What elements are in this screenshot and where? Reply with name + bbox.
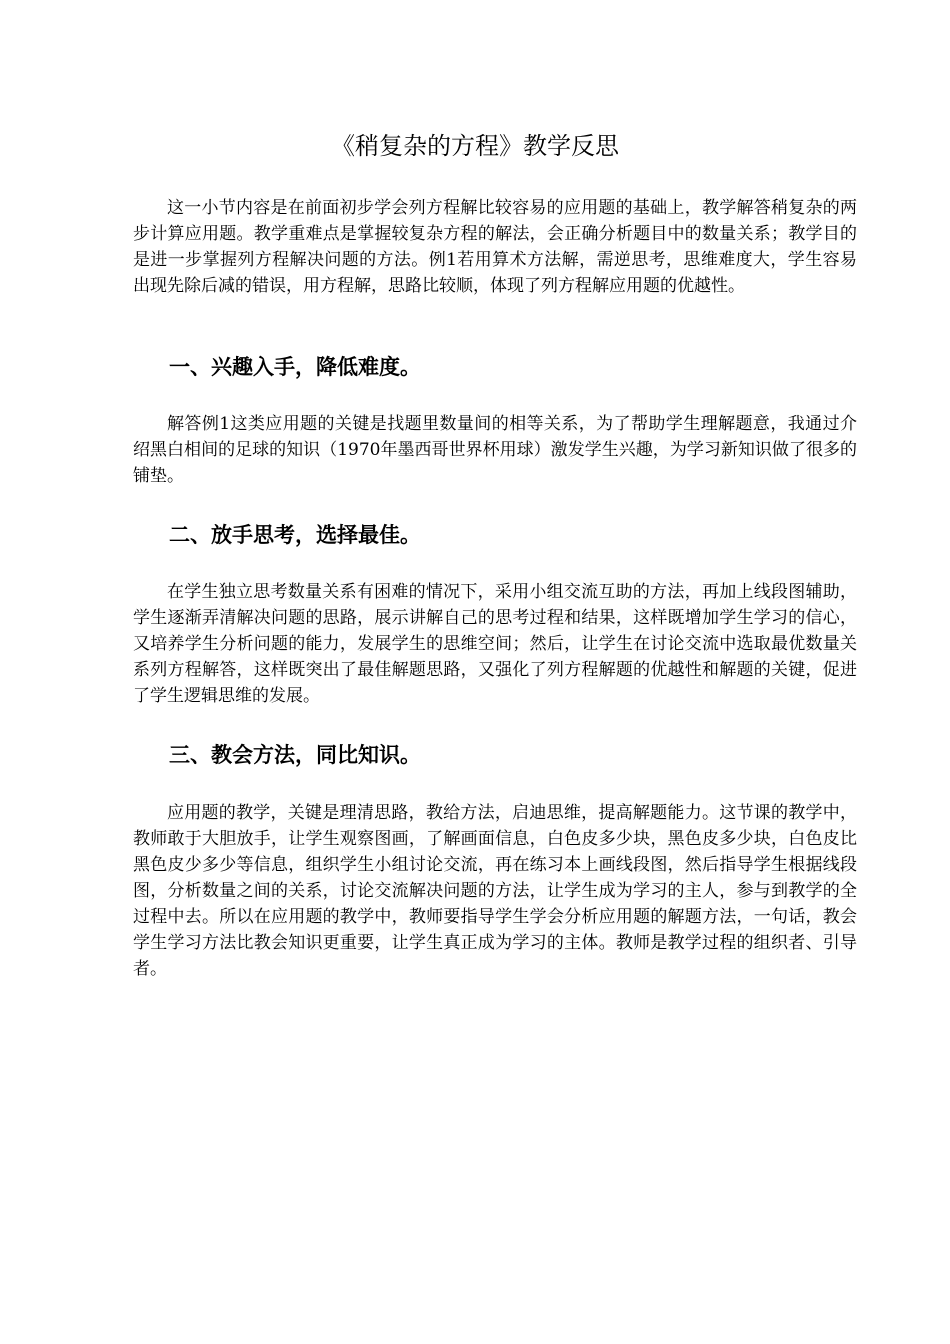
section-heading-3: 三、教会方法，同比知识。 <box>169 743 421 767</box>
section-body-2: 在学生独立思考数量关系有困难的情况下，采用小组交流互助的方法，再加上线段图辅助，学生逐渐弄清解决问题的思路，展示讲解自己的思考过程和结果，这样既增加学生学习的信心，又培养学生分析问题的能力，发展学生的思维空间；然后，让学生在讨论交流中选取最优数量关系列方程解答，这样既突出了最佳解题思路，又强化了列方程解题的优越性和解题的关键，促进了学生逻辑思维的发展。 <box>133 582 857 706</box>
section-heading-2: 二、放手思考，选择最佳。 <box>169 523 421 547</box>
section-body-3: 应用题的教学，关键是理清思路，教给方法，启迪思维，提高解题能力。这节课的教学中，教师敢于大胆放手，让学生观察图画，了解画面信息，白色皮多少块，黑色皮多少块，白色皮比黑色皮少多少等信息，组织学生小组讨论交流，再在练习本上画线段图，然后指导学生根据线段图，分析数量之间的关系，讨论交流解决问题的方法，让学生成为学习的主人，参与到教学的全过程中去。所以在应用题的教学中，教师要指导学生学会分析应用题的解题方法，一句话，教会学生学习方法比教会知识更重要，让学生真正成为学习的主体。教师是教学过程的组织者、引导者。 <box>133 803 857 979</box>
intro-paragraph: 这一小节内容是在前面初步学会列方程解比较容易的应用题的基础上，教学解答稍复杂的两步计算应用题。教学重难点是掌握较复杂方程的解法，会正确分析题目中的数量关系；教学目的是进一步掌握列方程解决问题的方法。例1若用算术方法解，需逆思考，思维难度大，学生容易出现先除后减的错误，用方程解，思路比较顺，体现了列方程解应用题的优越性。 <box>133 198 857 296</box>
section-heading-1: 一、兴趣入手，降低难度。 <box>169 355 421 379</box>
document-title: 《稍复杂的方程》教学反思 <box>331 132 619 160</box>
section-body-1: 解答例1这类应用题的关键是找题里数量间的相等关系，为了帮助学生理解题意，我通过介绍黑白相间的足球的知识（1970年墨西哥世界杯用球）激发学生兴趣，为学习新知识做了很多的铺垫。 <box>133 414 857 486</box>
